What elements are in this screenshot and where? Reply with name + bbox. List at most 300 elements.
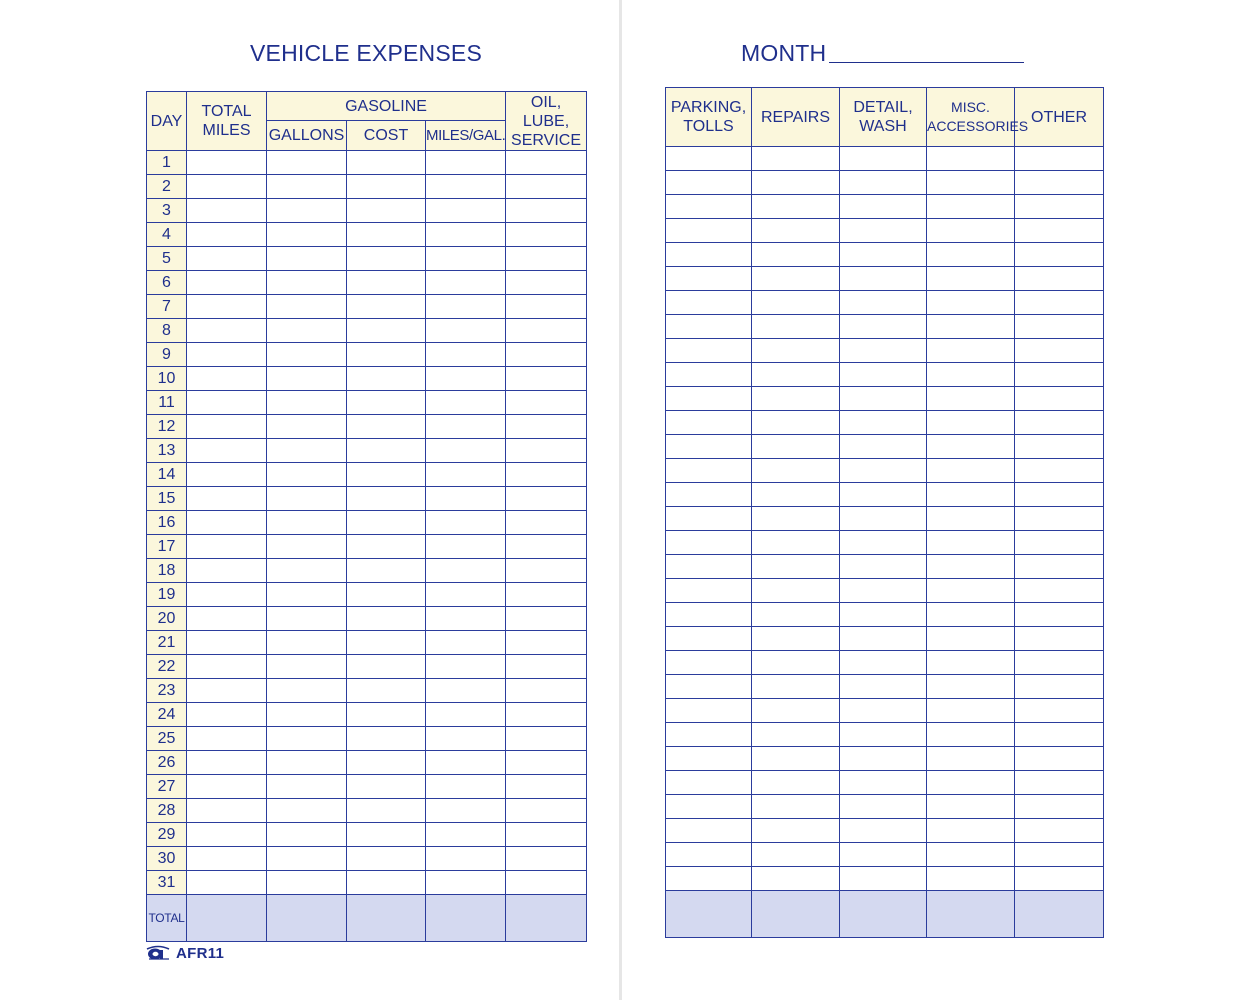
entry-cell[interactable]	[267, 343, 347, 367]
entry-cell[interactable]	[666, 291, 752, 315]
total-cell[interactable]	[927, 891, 1015, 938]
entry-cell[interactable]	[752, 291, 840, 315]
entry-cell[interactable]	[840, 699, 927, 723]
entry-cell[interactable]	[187, 295, 267, 319]
entry-cell[interactable]	[1015, 195, 1104, 219]
entry-cell[interactable]	[347, 295, 426, 319]
entry-cell[interactable]	[506, 751, 587, 775]
entry-cell[interactable]	[267, 175, 347, 199]
entry-cell[interactable]	[1015, 723, 1104, 747]
total-cell[interactable]	[267, 895, 347, 942]
entry-cell[interactable]	[927, 579, 1015, 603]
entry-cell[interactable]	[187, 391, 267, 415]
total-cell[interactable]	[506, 895, 587, 942]
entry-cell[interactable]	[187, 463, 267, 487]
entry-cell[interactable]	[187, 175, 267, 199]
entry-cell[interactable]	[506, 295, 587, 319]
entry-cell[interactable]	[426, 463, 506, 487]
entry-cell[interactable]	[426, 271, 506, 295]
entry-cell[interactable]	[666, 315, 752, 339]
entry-cell[interactable]	[347, 535, 426, 559]
entry-cell[interactable]	[1015, 675, 1104, 699]
entry-cell[interactable]	[840, 795, 927, 819]
entry-cell[interactable]	[267, 751, 347, 775]
entry-cell[interactable]	[347, 703, 426, 727]
entry-cell[interactable]	[927, 507, 1015, 531]
entry-cell[interactable]	[840, 459, 927, 483]
entry-cell[interactable]	[187, 871, 267, 895]
entry-cell[interactable]	[347, 751, 426, 775]
entry-cell[interactable]	[666, 843, 752, 867]
entry-cell[interactable]	[426, 799, 506, 823]
entry-cell[interactable]	[666, 363, 752, 387]
entry-cell[interactable]	[666, 435, 752, 459]
entry-cell[interactable]	[752, 603, 840, 627]
entry-cell[interactable]	[1015, 771, 1104, 795]
entry-cell[interactable]	[927, 195, 1015, 219]
entry-cell[interactable]	[927, 291, 1015, 315]
entry-cell[interactable]	[840, 675, 927, 699]
entry-cell[interactable]	[347, 487, 426, 511]
entry-cell[interactable]	[840, 483, 927, 507]
entry-cell[interactable]	[666, 819, 752, 843]
entry-cell[interactable]	[840, 195, 927, 219]
entry-cell[interactable]	[187, 823, 267, 847]
entry-cell[interactable]	[752, 387, 840, 411]
entry-cell[interactable]	[347, 223, 426, 247]
entry-cell[interactable]	[267, 487, 347, 511]
month-fill-line[interactable]	[829, 62, 1024, 63]
entry-cell[interactable]	[187, 415, 267, 439]
entry-cell[interactable]	[347, 247, 426, 271]
entry-cell[interactable]	[927, 675, 1015, 699]
entry-cell[interactable]	[927, 171, 1015, 195]
entry-cell[interactable]	[752, 147, 840, 171]
entry-cell[interactable]	[347, 727, 426, 751]
entry-cell[interactable]	[187, 655, 267, 679]
entry-cell[interactable]	[187, 535, 267, 559]
entry-cell[interactable]	[840, 819, 927, 843]
entry-cell[interactable]	[187, 247, 267, 271]
entry-cell[interactable]	[267, 799, 347, 823]
entry-cell[interactable]	[840, 843, 927, 867]
entry-cell[interactable]	[506, 775, 587, 799]
entry-cell[interactable]	[1015, 315, 1104, 339]
entry-cell[interactable]	[752, 243, 840, 267]
entry-cell[interactable]	[506, 871, 587, 895]
entry-cell[interactable]	[426, 439, 506, 463]
entry-cell[interactable]	[187, 679, 267, 703]
entry-cell[interactable]	[347, 775, 426, 799]
entry-cell[interactable]	[840, 171, 927, 195]
entry-cell[interactable]	[840, 507, 927, 531]
entry-cell[interactable]	[666, 339, 752, 363]
entry-cell[interactable]	[426, 535, 506, 559]
entry-cell[interactable]	[506, 511, 587, 535]
entry-cell[interactable]	[927, 531, 1015, 555]
entry-cell[interactable]	[347, 607, 426, 631]
entry-cell[interactable]	[426, 847, 506, 871]
entry-cell[interactable]	[752, 867, 840, 891]
entry-cell[interactable]	[506, 847, 587, 871]
entry-cell[interactable]	[187, 607, 267, 631]
entry-cell[interactable]	[840, 771, 927, 795]
entry-cell[interactable]	[752, 267, 840, 291]
entry-cell[interactable]	[840, 243, 927, 267]
total-cell[interactable]	[347, 895, 426, 942]
entry-cell[interactable]	[506, 631, 587, 655]
entry-cell[interactable]	[1015, 363, 1104, 387]
entry-cell[interactable]	[506, 463, 587, 487]
entry-cell[interactable]	[666, 795, 752, 819]
entry-cell[interactable]	[1015, 243, 1104, 267]
total-cell[interactable]	[666, 891, 752, 938]
entry-cell[interactable]	[927, 747, 1015, 771]
entry-cell[interactable]	[752, 315, 840, 339]
entry-cell[interactable]	[666, 771, 752, 795]
entry-cell[interactable]	[752, 219, 840, 243]
entry-cell[interactable]	[426, 367, 506, 391]
entry-cell[interactable]	[187, 559, 267, 583]
entry-cell[interactable]	[666, 555, 752, 579]
entry-cell[interactable]	[752, 771, 840, 795]
entry-cell[interactable]	[267, 631, 347, 655]
entry-cell[interactable]	[752, 507, 840, 531]
entry-cell[interactable]	[187, 199, 267, 223]
entry-cell[interactable]	[752, 555, 840, 579]
entry-cell[interactable]	[840, 531, 927, 555]
entry-cell[interactable]	[187, 631, 267, 655]
entry-cell[interactable]	[267, 775, 347, 799]
entry-cell[interactable]	[840, 627, 927, 651]
entry-cell[interactable]	[666, 147, 752, 171]
entry-cell[interactable]	[187, 727, 267, 751]
entry-cell[interactable]	[752, 171, 840, 195]
entry-cell[interactable]	[666, 387, 752, 411]
entry-cell[interactable]	[426, 655, 506, 679]
entry-cell[interactable]	[927, 843, 1015, 867]
entry-cell[interactable]	[506, 415, 587, 439]
entry-cell[interactable]	[426, 175, 506, 199]
entry-cell[interactable]	[506, 199, 587, 223]
entry-cell[interactable]	[666, 219, 752, 243]
entry-cell[interactable]	[1015, 507, 1104, 531]
entry-cell[interactable]	[927, 315, 1015, 339]
entry-cell[interactable]	[187, 847, 267, 871]
entry-cell[interactable]	[187, 703, 267, 727]
entry-cell[interactable]	[267, 295, 347, 319]
entry-cell[interactable]	[666, 747, 752, 771]
entry-cell[interactable]	[187, 583, 267, 607]
entry-cell[interactable]	[506, 343, 587, 367]
entry-cell[interactable]	[506, 151, 587, 175]
entry-cell[interactable]	[840, 579, 927, 603]
entry-cell[interactable]	[187, 439, 267, 463]
entry-cell[interactable]	[426, 583, 506, 607]
entry-cell[interactable]	[1015, 603, 1104, 627]
entry-cell[interactable]	[347, 391, 426, 415]
total-cell[interactable]	[840, 891, 927, 938]
entry-cell[interactable]	[506, 247, 587, 271]
entry-cell[interactable]	[506, 823, 587, 847]
entry-cell[interactable]	[267, 391, 347, 415]
total-cell[interactable]	[426, 895, 506, 942]
total-cell[interactable]	[1015, 891, 1104, 938]
entry-cell[interactable]	[840, 747, 927, 771]
entry-cell[interactable]	[666, 675, 752, 699]
entry-cell[interactable]	[666, 483, 752, 507]
entry-cell[interactable]	[426, 871, 506, 895]
entry-cell[interactable]	[506, 679, 587, 703]
entry-cell[interactable]	[347, 151, 426, 175]
entry-cell[interactable]	[267, 199, 347, 223]
entry-cell[interactable]	[506, 703, 587, 727]
entry-cell[interactable]	[666, 507, 752, 531]
entry-cell[interactable]	[840, 315, 927, 339]
entry-cell[interactable]	[1015, 867, 1104, 891]
entry-cell[interactable]	[840, 723, 927, 747]
entry-cell[interactable]	[426, 415, 506, 439]
entry-cell[interactable]	[347, 871, 426, 895]
entry-cell[interactable]	[927, 627, 1015, 651]
entry-cell[interactable]	[1015, 747, 1104, 771]
entry-cell[interactable]	[426, 607, 506, 631]
entry-cell[interactable]	[267, 535, 347, 559]
entry-cell[interactable]	[1015, 147, 1104, 171]
entry-cell[interactable]	[666, 195, 752, 219]
entry-cell[interactable]	[927, 147, 1015, 171]
entry-cell[interactable]	[666, 651, 752, 675]
entry-cell[interactable]	[347, 559, 426, 583]
entry-cell[interactable]	[927, 435, 1015, 459]
entry-cell[interactable]	[187, 511, 267, 535]
entry-cell[interactable]	[927, 267, 1015, 291]
entry-cell[interactable]	[426, 343, 506, 367]
entry-cell[interactable]	[347, 439, 426, 463]
entry-cell[interactable]	[927, 555, 1015, 579]
entry-cell[interactable]	[752, 627, 840, 651]
entry-cell[interactable]	[752, 531, 840, 555]
entry-cell[interactable]	[1015, 627, 1104, 651]
entry-cell[interactable]	[1015, 555, 1104, 579]
entry-cell[interactable]	[267, 607, 347, 631]
entry-cell[interactable]	[506, 535, 587, 559]
entry-cell[interactable]	[267, 463, 347, 487]
entry-cell[interactable]	[267, 847, 347, 871]
entry-cell[interactable]	[666, 627, 752, 651]
entry-cell[interactable]	[187, 751, 267, 775]
entry-cell[interactable]	[1015, 483, 1104, 507]
entry-cell[interactable]	[267, 583, 347, 607]
entry-cell[interactable]	[506, 391, 587, 415]
entry-cell[interactable]	[752, 459, 840, 483]
entry-cell[interactable]	[666, 243, 752, 267]
entry-cell[interactable]	[1015, 651, 1104, 675]
entry-cell[interactable]	[927, 867, 1015, 891]
entry-cell[interactable]	[666, 459, 752, 483]
entry-cell[interactable]	[347, 343, 426, 367]
entry-cell[interactable]	[927, 387, 1015, 411]
entry-cell[interactable]	[752, 195, 840, 219]
entry-cell[interactable]	[267, 319, 347, 343]
entry-cell[interactable]	[187, 775, 267, 799]
entry-cell[interactable]	[666, 531, 752, 555]
entry-cell[interactable]	[666, 411, 752, 435]
entry-cell[interactable]	[1015, 339, 1104, 363]
entry-cell[interactable]	[347, 511, 426, 535]
entry-cell[interactable]	[506, 559, 587, 583]
entry-cell[interactable]	[1015, 699, 1104, 723]
entry-cell[interactable]	[840, 291, 927, 315]
entry-cell[interactable]	[840, 555, 927, 579]
entry-cell[interactable]	[666, 723, 752, 747]
entry-cell[interactable]	[840, 339, 927, 363]
entry-cell[interactable]	[840, 387, 927, 411]
entry-cell[interactable]	[426, 727, 506, 751]
entry-cell[interactable]	[840, 651, 927, 675]
entry-cell[interactable]	[752, 723, 840, 747]
entry-cell[interactable]	[187, 799, 267, 823]
entry-cell[interactable]	[347, 655, 426, 679]
entry-cell[interactable]	[506, 439, 587, 463]
entry-cell[interactable]	[927, 795, 1015, 819]
entry-cell[interactable]	[426, 775, 506, 799]
entry-cell[interactable]	[347, 367, 426, 391]
entry-cell[interactable]	[426, 199, 506, 223]
entry-cell[interactable]	[840, 219, 927, 243]
entry-cell[interactable]	[927, 603, 1015, 627]
entry-cell[interactable]	[840, 603, 927, 627]
entry-cell[interactable]	[666, 867, 752, 891]
entry-cell[interactable]	[840, 435, 927, 459]
entry-cell[interactable]	[1015, 171, 1104, 195]
entry-cell[interactable]	[1015, 219, 1104, 243]
entry-cell[interactable]	[267, 823, 347, 847]
entry-cell[interactable]	[927, 243, 1015, 267]
entry-cell[interactable]	[267, 559, 347, 583]
entry-cell[interactable]	[752, 411, 840, 435]
entry-cell[interactable]	[1015, 579, 1104, 603]
entry-cell[interactable]	[347, 799, 426, 823]
entry-cell[interactable]	[1015, 531, 1104, 555]
entry-cell[interactable]	[752, 747, 840, 771]
entry-cell[interactable]	[347, 319, 426, 343]
entry-cell[interactable]	[267, 727, 347, 751]
entry-cell[interactable]	[927, 459, 1015, 483]
entry-cell[interactable]	[1015, 411, 1104, 435]
entry-cell[interactable]	[267, 439, 347, 463]
entry-cell[interactable]	[666, 579, 752, 603]
entry-cell[interactable]	[840, 411, 927, 435]
entry-cell[interactable]	[347, 679, 426, 703]
entry-cell[interactable]	[267, 679, 347, 703]
entry-cell[interactable]	[840, 267, 927, 291]
entry-cell[interactable]	[267, 247, 347, 271]
entry-cell[interactable]	[506, 175, 587, 199]
entry-cell[interactable]	[927, 411, 1015, 435]
entry-cell[interactable]	[927, 699, 1015, 723]
entry-cell[interactable]	[426, 751, 506, 775]
entry-cell[interactable]	[506, 223, 587, 247]
entry-cell[interactable]	[506, 271, 587, 295]
entry-cell[interactable]	[927, 219, 1015, 243]
entry-cell[interactable]	[752, 699, 840, 723]
entry-cell[interactable]	[187, 319, 267, 343]
entry-cell[interactable]	[426, 223, 506, 247]
entry-cell[interactable]	[267, 703, 347, 727]
entry-cell[interactable]	[426, 319, 506, 343]
entry-cell[interactable]	[927, 339, 1015, 363]
entry-cell[interactable]	[752, 363, 840, 387]
entry-cell[interactable]	[927, 363, 1015, 387]
entry-cell[interactable]	[927, 483, 1015, 507]
entry-cell[interactable]	[1015, 291, 1104, 315]
entry-cell[interactable]	[426, 559, 506, 583]
entry-cell[interactable]	[666, 267, 752, 291]
entry-cell[interactable]	[347, 847, 426, 871]
entry-cell[interactable]	[666, 603, 752, 627]
entry-cell[interactable]	[347, 631, 426, 655]
entry-cell[interactable]	[506, 607, 587, 631]
entry-cell[interactable]	[347, 199, 426, 223]
entry-cell[interactable]	[840, 867, 927, 891]
entry-cell[interactable]	[426, 511, 506, 535]
total-cell[interactable]	[752, 891, 840, 938]
entry-cell[interactable]	[1015, 819, 1104, 843]
entry-cell[interactable]	[752, 795, 840, 819]
entry-cell[interactable]	[840, 147, 927, 171]
entry-cell[interactable]	[187, 151, 267, 175]
entry-cell[interactable]	[347, 175, 426, 199]
entry-cell[interactable]	[267, 151, 347, 175]
entry-cell[interactable]	[506, 367, 587, 391]
entry-cell[interactable]	[506, 655, 587, 679]
entry-cell[interactable]	[506, 799, 587, 823]
entry-cell[interactable]	[347, 823, 426, 847]
entry-cell[interactable]	[267, 223, 347, 247]
entry-cell[interactable]	[927, 651, 1015, 675]
entry-cell[interactable]	[426, 295, 506, 319]
entry-cell[interactable]	[426, 151, 506, 175]
entry-cell[interactable]	[426, 631, 506, 655]
entry-cell[interactable]	[666, 699, 752, 723]
entry-cell[interactable]	[840, 363, 927, 387]
entry-cell[interactable]	[752, 339, 840, 363]
entry-cell[interactable]	[426, 247, 506, 271]
entry-cell[interactable]	[267, 415, 347, 439]
entry-cell[interactable]	[187, 487, 267, 511]
entry-cell[interactable]	[752, 435, 840, 459]
entry-cell[interactable]	[506, 319, 587, 343]
entry-cell[interactable]	[506, 487, 587, 511]
entry-cell[interactable]	[426, 703, 506, 727]
entry-cell[interactable]	[752, 843, 840, 867]
entry-cell[interactable]	[752, 651, 840, 675]
entry-cell[interactable]	[187, 367, 267, 391]
entry-cell[interactable]	[752, 675, 840, 699]
entry-cell[interactable]	[666, 171, 752, 195]
entry-cell[interactable]	[752, 819, 840, 843]
entry-cell[interactable]	[187, 271, 267, 295]
entry-cell[interactable]	[347, 415, 426, 439]
entry-cell[interactable]	[1015, 267, 1104, 291]
entry-cell[interactable]	[927, 819, 1015, 843]
entry-cell[interactable]	[426, 823, 506, 847]
entry-cell[interactable]	[267, 871, 347, 895]
entry-cell[interactable]	[347, 463, 426, 487]
entry-cell[interactable]	[1015, 795, 1104, 819]
entry-cell[interactable]	[267, 511, 347, 535]
